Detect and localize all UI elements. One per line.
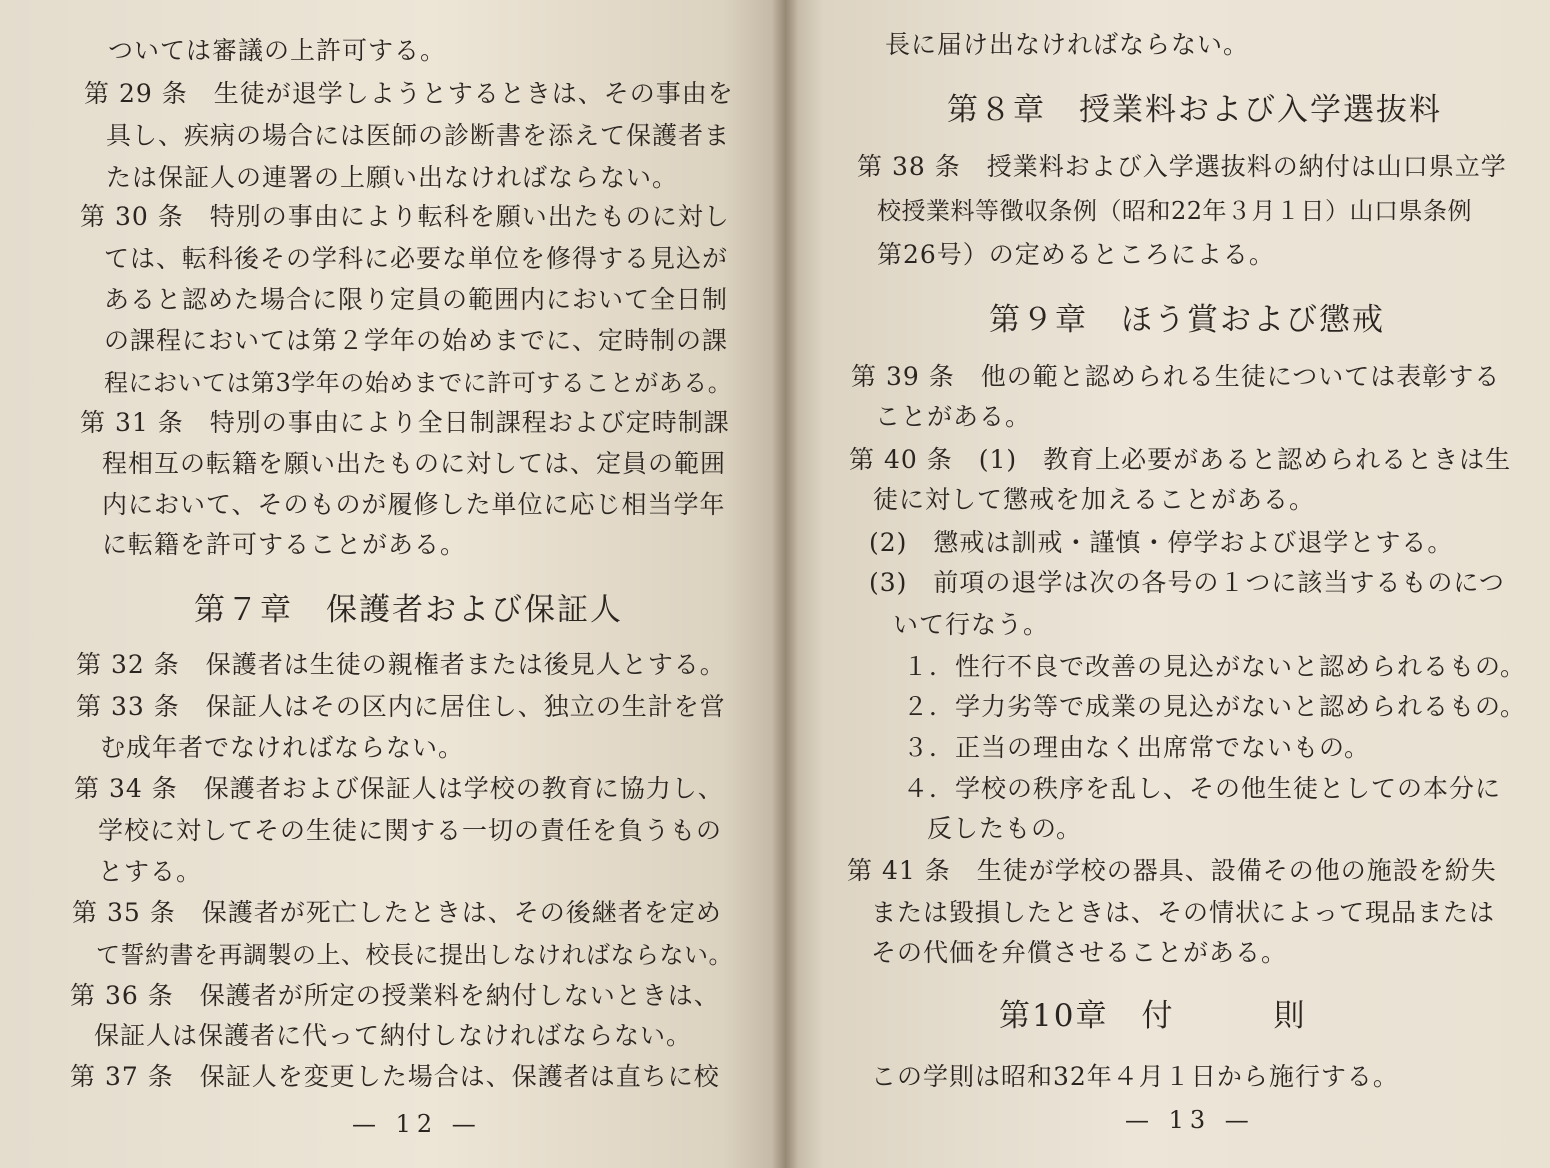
article-29: 第 29 条 生徒が退学しようとするときは、その事由を — [84, 79, 734, 108]
text-line: または毀損したときは、その情状によって現品または — [871, 898, 1496, 927]
text-line: 具し、疾病の場合には医師の診断書を添えて保護者ま — [106, 121, 731, 150]
right-page — [785, 0, 1550, 1168]
chapter-9-heading: 第９章 ほう賞および懲戒 — [989, 302, 1385, 338]
text-line: て誓約書を再調製の上、校長に提出しなければならない。 — [96, 941, 733, 969]
text-line: 学校に対してその生徒に関する一切の責任を負うもの — [98, 816, 723, 845]
article-31: 第 31 条 特別の事由により全日制課程および定時制課 — [80, 408, 730, 437]
text-line: この学則は昭和32年４月１日から施行する。 — [871, 1062, 1399, 1091]
text-line: いて行なう。 — [893, 610, 1050, 639]
text-line: 保証人は保護者に代って納付しなければならない。 — [94, 1021, 693, 1050]
text-line: 程相互の転籍を願い出たものに対しては、定員の範囲 — [102, 449, 727, 478]
text-line: の課程においては第２学年の始めまでに、定時制の課 — [104, 326, 729, 355]
page-number: — 13 — — [1125, 1106, 1255, 1134]
article-41: 第 41 条 生徒が学校の器具、設備その他の施設を紛失 — [847, 856, 1497, 885]
article-38: 第 38 条 授業料および入学選抜料の納付は山口県立学 — [857, 152, 1507, 181]
article-39: 第 39 条 他の範と認められる生徒については表彰する — [851, 362, 1501, 391]
text-line: 内において、そのものが履修した単位に応じ相当学年 — [102, 490, 726, 519]
text-line: たは保証人の連署の上願い出なければならない。 — [106, 163, 679, 192]
text-line: 校授業料等徴収条例（昭和22年３月１日）山口県条例 — [877, 197, 1473, 225]
text-line: 長に届け出なければならない。 — [885, 30, 1250, 59]
text-line: む成年者でなければならない。 — [100, 733, 465, 762]
chapter-7-heading: 第７章 保護者および保証人 — [194, 592, 623, 628]
chapter-8-heading: 第８章 授業料および入学選抜料 — [947, 92, 1442, 128]
article-34: 第 34 条 保護者および保証人は学校の教育に協力し、 — [74, 774, 724, 803]
text-line: に転籍を許可することがある。 — [102, 530, 467, 559]
text-line: その代価を弁償させることがある。 — [871, 938, 1288, 967]
article-40: 第 40 条 (1) 教育上必要があると認められるときは生 — [849, 445, 1512, 474]
text-line: とする。 — [98, 857, 203, 886]
list-item: ４．学校の秩序を乱し、その他生徒としての本分に — [903, 774, 1502, 803]
article-33: 第 33 条 保証人はその区内に居住し、独立の生計を営 — [76, 692, 726, 721]
clause-2: (2) 懲戒は訓戒・謹慎・停学および退学とする。 — [869, 528, 1454, 557]
text-line: あると認めた場合に限り定員の範囲内において全日制 — [104, 285, 729, 314]
chapter-10-heading: 第10章 付 則 — [999, 998, 1307, 1034]
text-line: ては、転科後その学科に必要な単位を修得する見込が — [104, 244, 729, 273]
page-number: — 12 — — [352, 1110, 482, 1138]
text-line: ことがある。 — [875, 402, 1032, 431]
text-line: 徒に対して懲戒を加えることがある。 — [873, 485, 1316, 514]
list-item: ２．学力劣等で成業の見込がないと認められるもの。 — [903, 692, 1527, 721]
book-gutter — [772, 0, 798, 1168]
article-37: 第 37 条 保証人を変更した場合は、保護者は直ちに校 — [70, 1062, 720, 1091]
text-line: 第26号）の定めるところによる。 — [877, 240, 1275, 269]
list-item: ３．正当の理由なく出席常でないもの。 — [903, 733, 1371, 762]
text-line: 程においては第3学年の始めまでに許可することがある。 — [104, 369, 733, 397]
list-item: １．性行不良で改善の見込がないと認められるもの。 — [903, 652, 1527, 681]
article-32: 第 32 条 保護者は生徒の親権者または後見人とする。 — [76, 650, 726, 679]
article-35: 第 35 条 保護者が死亡したときは、その後継者を定め — [72, 898, 722, 927]
text-line: ついては審議の上許可する。 — [108, 36, 447, 65]
article-30: 第 30 条 特別の事由により転科を願い出たものに対し — [80, 202, 730, 231]
text-line: 反したもの。 — [927, 814, 1083, 843]
clause-3: (3) 前項の退学は次の各号の１つに該当するものにつ — [869, 568, 1505, 597]
article-36: 第 36 条 保護者が所定の授業料を納付しないときは、 — [70, 981, 720, 1010]
